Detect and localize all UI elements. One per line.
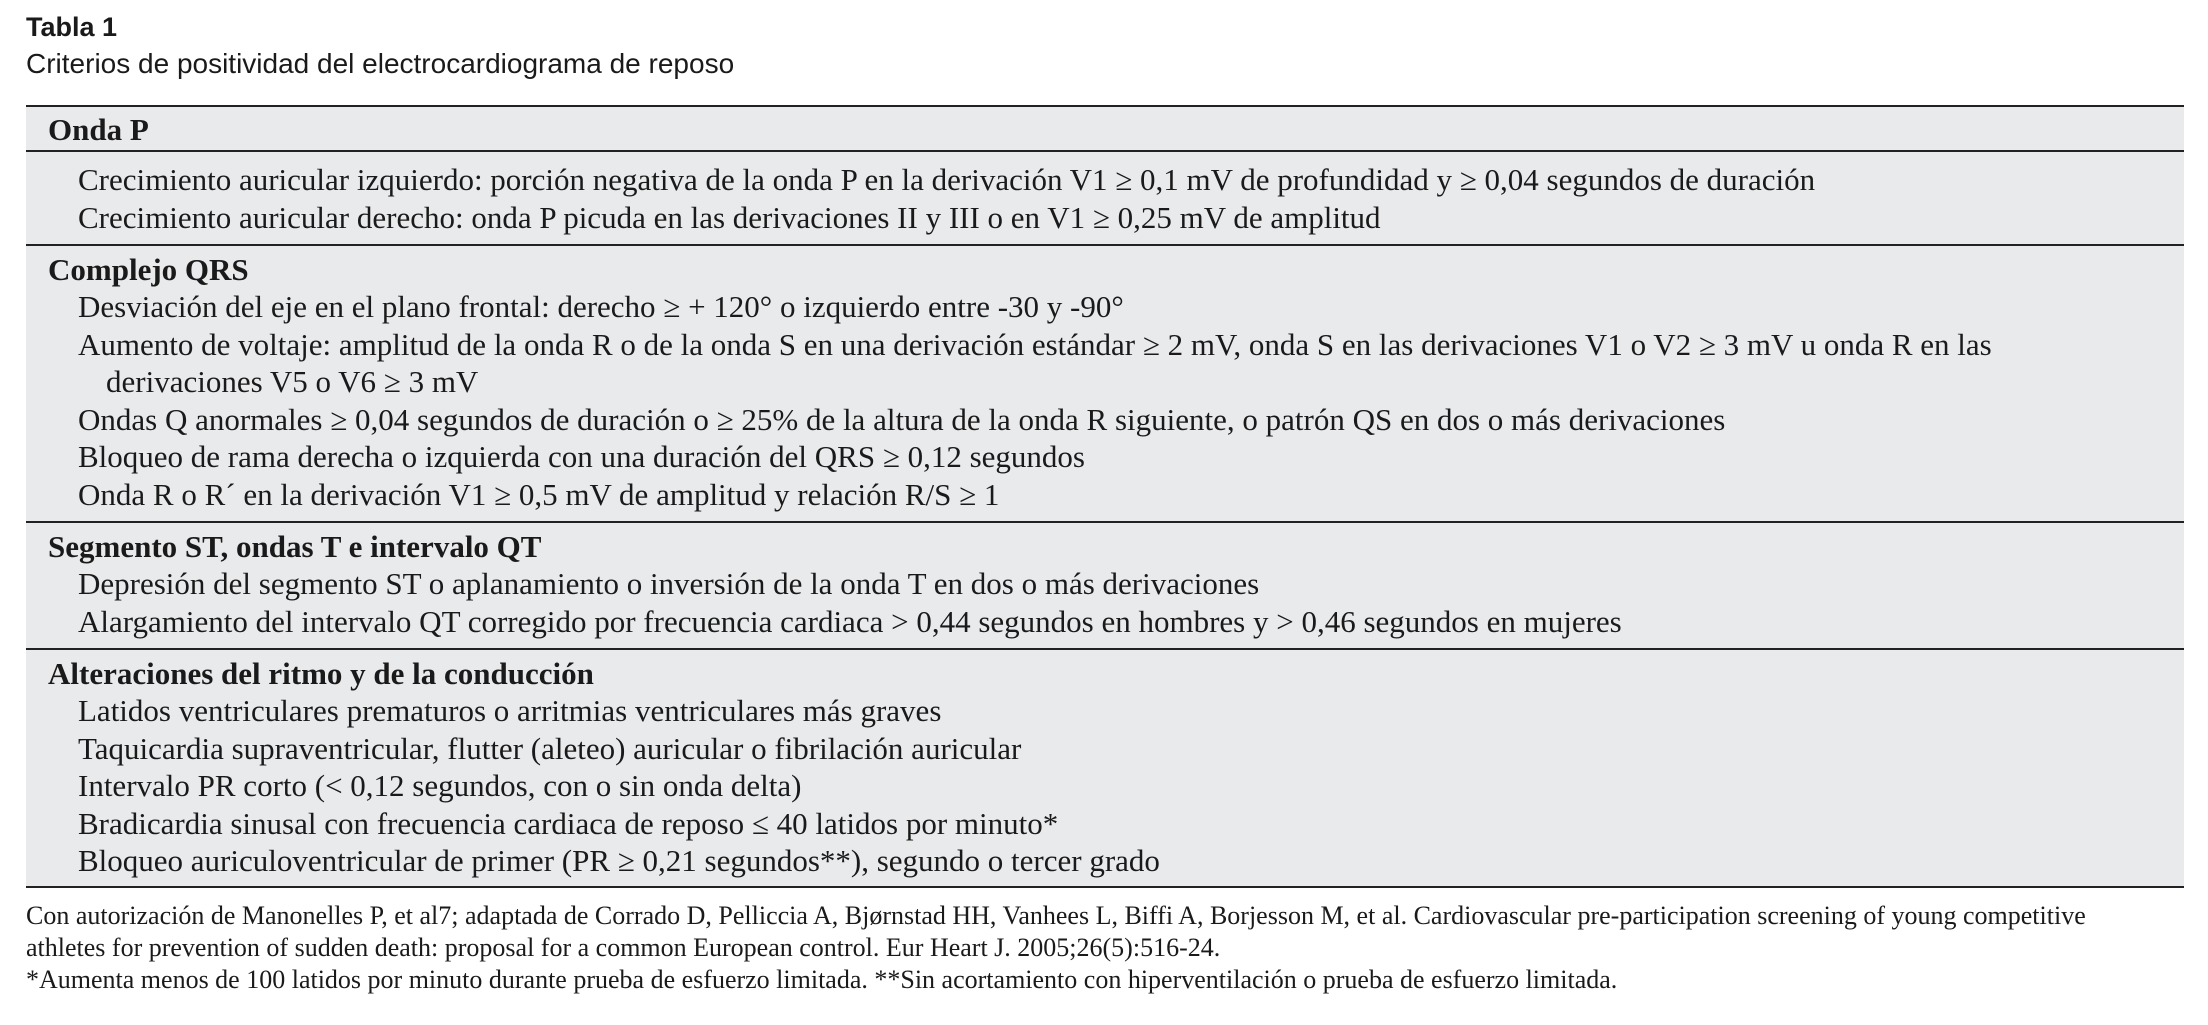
criterion-item: Crecimiento auricular izquierdo: porción negativa de la onda P en la derivación V1 ≥ 0,1 mV de profundidad y ≥ 0,04 segundos de duración (78, 162, 1816, 197)
criterion-item: Desviación del eje en el plano frontal: derecho ≥ + 120° o izquierdo entre -30 y -90° (78, 289, 1124, 324)
criteria-table (26, 105, 2184, 888)
section-complejo-qrs (26, 246, 2184, 523)
criterion-item: Onda R o R´ en la derivación V1 ≥ 0,5 mV de amplitud y relación R/S ≥ 1 (78, 476, 1000, 512)
criterion-item: Bloqueo auriculoventricular de primer (PR ≥ 0,21 segundos**), segundo o tercer grado (78, 843, 1160, 878)
section-title: Complejo QRS (48, 252, 249, 287)
section-ritmo-conduccion (26, 650, 2184, 886)
criterion-item: Aumento de voltaje: amplitud de la onda R o de la onda S en una derivación estándar ≥ 2 mV, onda S en las derivaciones V1 o V2 ≥ 3 mV u onda R en las derivaciones V5 o V6 ≥ 3 mV (78, 326, 1992, 399)
criterion-item: Ondas Q anormales ≥ 0,04 segundos de duración o ≥ 25% de la altura de la onda R siguiente, o patrón QS en dos o más derivaciones (78, 401, 1726, 437)
criterion-item: Intervalo PR corto (< 0,12 segundos, con o sin onda delta) (78, 768, 802, 803)
criterion-item: Alargamiento del intervalo QT corregido por frecuencia cardiaca > 0,44 segundos en hombres y > 0,46 segundos en mujeres (78, 603, 1622, 639)
table-footnote-source: Con autorización de Manonelles P, et al7; adaptada de Corrado D, Pelliccia A, Bjørnstad HH, Vanhees L, Biffi A, Borjesson M, et al. Cardiovascular pre-participation screening of young competitive athletes for prevention of sudden death: proposal for a common European control. Eur Heart J. 2005;26(5):516-24. (26, 900, 2086, 962)
criterion-item: Latidos ventriculares prematuros o arritmias ventriculares más graves (78, 693, 942, 728)
section-title: Segmento ST, ondas T e intervalo QT (48, 529, 542, 564)
table-number: Tabla 1 (26, 12, 118, 42)
criterion-item: Crecimiento auricular derecho: onda P picuda en las derivaciones II y III o en V1 ≥ 0,25 mV de amplitud (78, 199, 1381, 235)
criterion-item: Bloqueo de rama derecha o izquierda con una duración del QRS ≥ 0,12 segundos (78, 439, 1086, 474)
section-onda-p (26, 152, 2184, 246)
criterion-item: Bradicardia sinusal con frecuencia cardiaca de reposo ≤ 40 latidos por minuto* (78, 805, 1059, 841)
criterion-item: Depresión del segmento ST o aplanamiento o inversión de la onda T en dos o más derivaciones (78, 566, 1260, 601)
table-caption: Criterios de positividad del electrocardiograma de reposo (26, 48, 735, 79)
table-header-onda-p: Onda P (26, 107, 2184, 152)
section-st-t-qt (26, 523, 2184, 650)
criterion-item: Taquicardia supraventricular, flutter (aleteo) auricular o fibrilación auricular (78, 730, 1022, 766)
table-footnote-notes: *Aumenta menos de 100 latidos por minuto durante prueba de esfuerzo limitada. **Sin acortamiento con hiperventilación o prueba de esfuerzo limitada. (26, 964, 1618, 994)
table-figure (26, 0, 2184, 996)
section-title: Alteraciones del ritmo y de la conducción (48, 656, 594, 691)
